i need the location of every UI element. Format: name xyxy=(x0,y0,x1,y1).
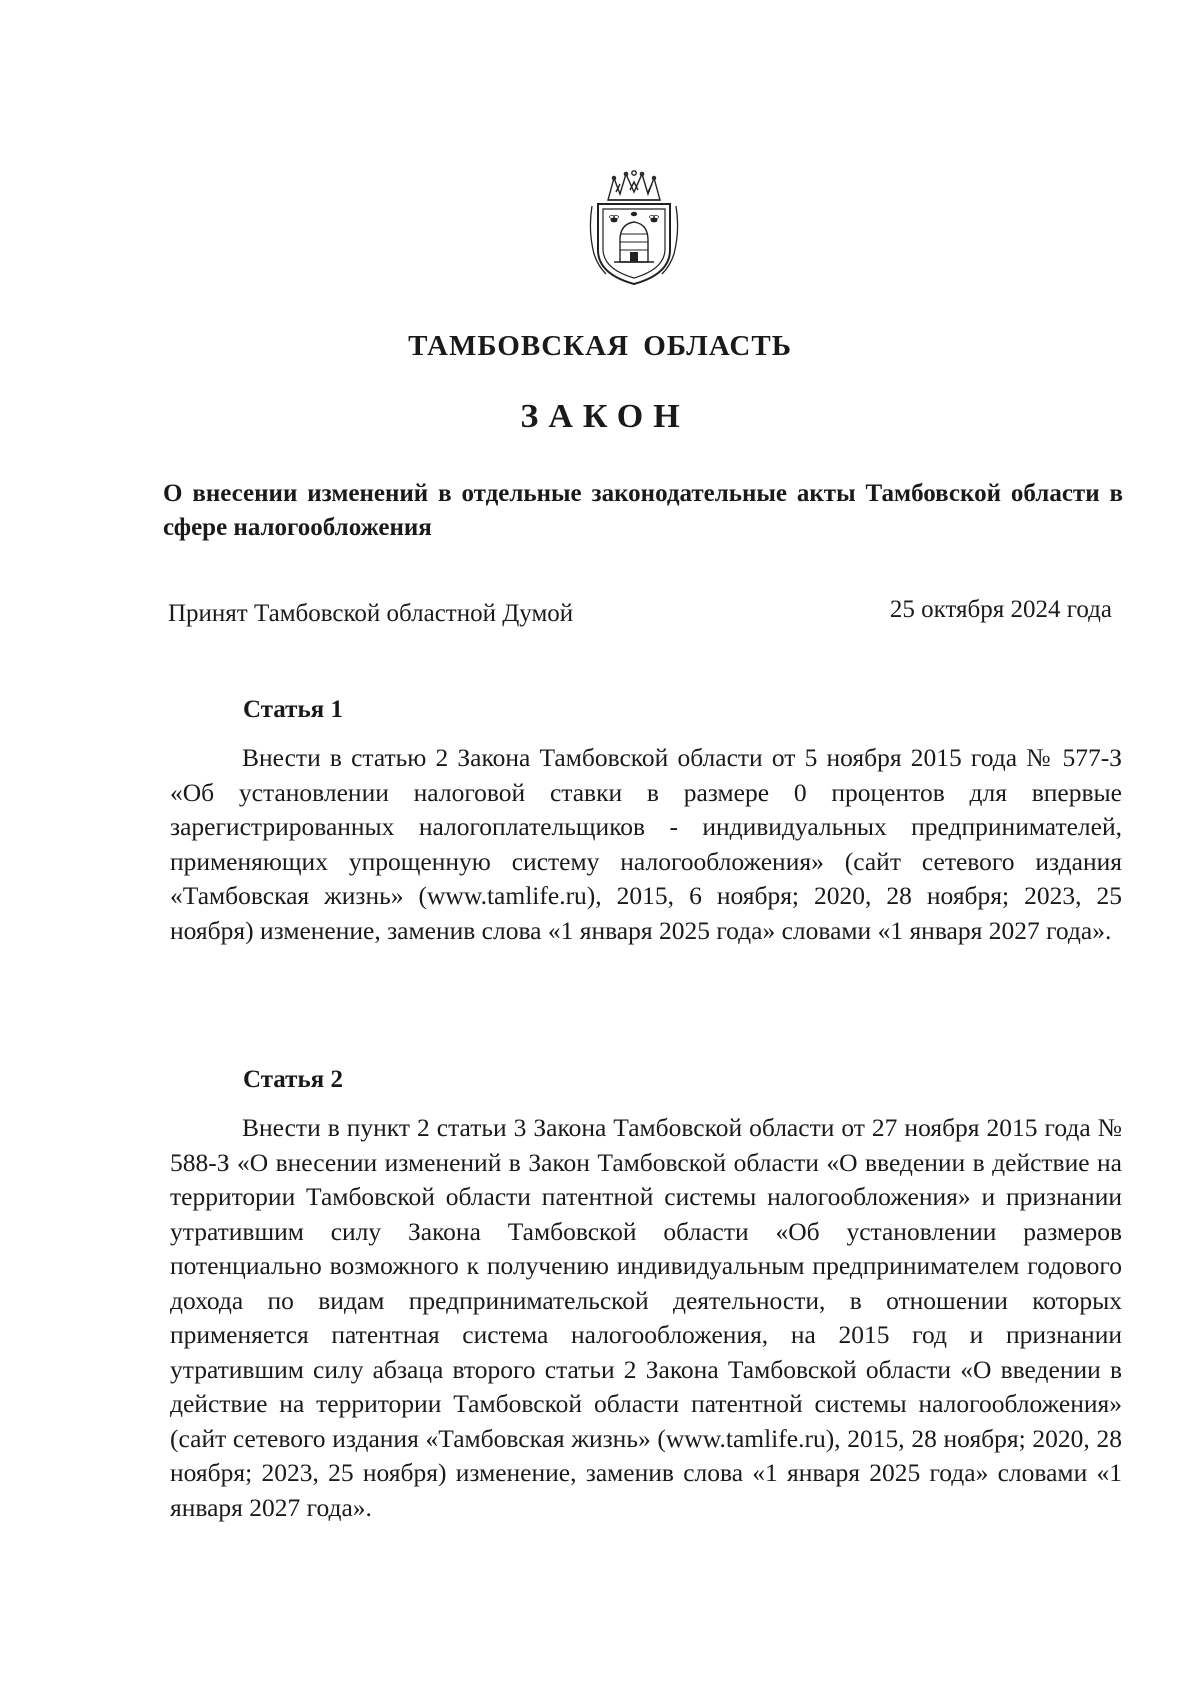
document-type: ЗАКОН xyxy=(520,398,690,435)
article-1-heading: Статья 1 xyxy=(243,696,343,723)
law-title: О внесении изменений в отдельные законодательные акты Тамбовской области в сфере налогообложения xyxy=(163,480,1123,541)
tambov-coat-of-arms-icon xyxy=(586,170,682,288)
region-name: ТАМБОВСКАЯ ОБЛАСТЬ xyxy=(408,330,792,362)
article-2-heading: Статья 2 xyxy=(243,1066,343,1093)
adopted-by: Принят Тамбовской областной Думой xyxy=(168,600,574,627)
article-1-text: Внести в статью 2 Закона Тамбовской области от 5 ноября 2015 года № 577-З «Об установлении налоговой ставки в размере 0 процентов для впервые зарегистрированных налогоплательщиков - индивидуальных предпринимателей, применяющих упрощенную систему налогообложения» (сайт сетевого издания «Тамбовская жизнь» (www.tamlife.ru), 2015, 6 ноября; 2020, 28 ноября; 2023, 25 ноября) изменение, заменив слова «1 января 2025 года» словами «1 января 2027 года». xyxy=(170,743,1122,945)
adopted-date: 25 октября 2024 года xyxy=(889,596,1112,623)
article-2-text: Внести в пункт 2 статьи 3 Закона Тамбовской области от 27 ноября 2015 года № 588-З «О внесении изменений в Закон Тамбовской области «О введении в действие на территории Тамбовской области патентной системы налогообложения» и признании утратившим силу Закона Тамбовской области «Об установлении размеров потенциально возможного к получению индивидуальным предпринимателем годового дохода по видам предпринимательской деятельности, в отношении которых применяется патентная система налогообложения, на 2015 год и признании утратившим силу абзаца второго статьи 2 Закона Тамбовской области «О введении в действие на территории Тамбовской области патентной системы налогообложения» (сайт сетевого издания «Тамбовская жизнь» (www.tamlife.ru), 2015, 28 ноября; 2020, 28 ноября; 2023, 25 ноября) изменение, заменив слова «1 января 2025 года» словами «1 января 2027 года». xyxy=(170,1113,1122,1522)
